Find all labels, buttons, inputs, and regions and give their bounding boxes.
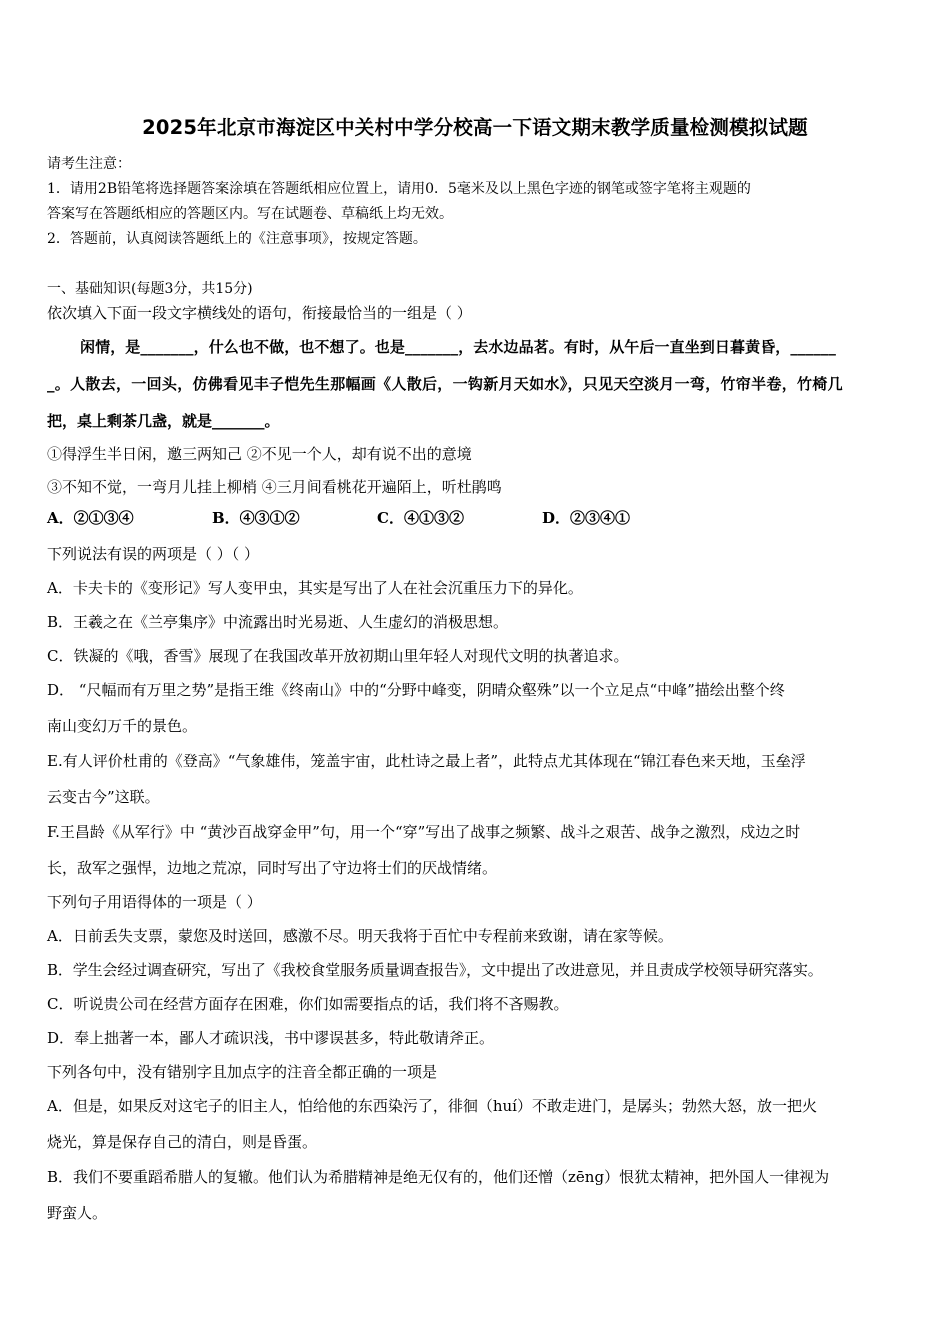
q2-option-e-line-2: 云变古今”这联。: [47, 788, 160, 806]
q1-passage-line-1: 闲情，是_______，什么也不做，也不想了。也是_______，去水边品茗。有时，从午后一直坐到日暮黄昏，______: [80, 338, 837, 356]
q4-option-a-line-1: A．但是，如果反对这宅子的旧主人，怕给他的东西染污了，徘徊（huí）不敢走进门，是孱头；勃然大怒，放一把火: [47, 1097, 817, 1115]
q2-option-c: C．铁凝的《哦，香雪》展现了在我国改革开放初期山里年轻人对现代文明的执著追求。: [47, 647, 629, 665]
q3-option-d: D．奉上拙著一本，鄙人才疏识浅，书中谬误甚多，特此敬请斧正。: [47, 1029, 495, 1047]
q2-stem: 下列说法有误的两项是（ ）（ ）: [47, 545, 260, 563]
notice-heading: 请考生注意：: [47, 156, 131, 172]
section-1-heading: 一、基础知识(每题3分，共15分): [47, 281, 253, 297]
q1-passage-line-2: _。人散去，一回头，仿佛看见丰子恺先生那幅画《人散后，一钩新月天如水》，只见天空淡月一弯，竹帘半卷，竹椅几: [47, 375, 843, 393]
exam-title: 2025年北京市海淀区中关村中学分校高一下语文期末教学质量检测模拟试题: [142, 116, 808, 139]
q3-option-b: B．学生会经过调查研究，写出了《我校食堂服务质量调查报告》，文中提出了改进意见，并且责成学校领导研究落实。: [47, 961, 823, 979]
q2-option-f-line-2: 长，敌军之强悍，边地之荒凉，同时写出了守边将士们的厌战情绪。: [47, 859, 498, 877]
q1-passage-line-3: 把，桌上剩茶几盏，就是_______。: [47, 412, 280, 430]
q3-option-a: A．日前丢失支票，蒙您及时送回，感激不尽。明天我将于百忙中专程前来致谢，请在家等候。: [47, 927, 673, 945]
q1-choices-line-1: ①得浮生半日闲，邀三两知己 ②不见一个人，却有说不出的意境: [47, 445, 472, 463]
q1-options: [47, 507, 907, 529]
notice-item-1-line-1: 1．请用2B铅笔将选择题答案涂填在答题纸相应位置上，请用0．5毫米及以上黑色字迹的钢笔或签字笔将主观题的: [47, 181, 751, 197]
q4-stem: 下列各句中，没有错别字且加点字的注音全都正确的一项是: [47, 1063, 438, 1081]
q1-stem: 依次填入下面一段文字横线处的语句，衔接最恰当的一组是（ ）: [47, 304, 472, 322]
q1-option-b: B．④③①②: [212, 509, 300, 527]
notice-item-2: 2．答题前，认真阅读答题纸上的《注意事项》，按规定答题。: [47, 231, 427, 247]
q1-option-d: D．②③④①: [542, 509, 631, 527]
notice-item-1-line-2: 答案写在答题纸相应的答题区内。写在试题卷、草稿纸上均无效。: [47, 206, 453, 222]
q4-option-a-line-2: 烧光，算是保存自己的清白，则是昏蛋。: [47, 1133, 318, 1151]
q1-option-a: A．②①③④: [47, 509, 134, 527]
q2-option-e-line-1: E.有人评价杜甫的《登高》“气象雄伟，笼盖宇宙，此杜诗之最上者”，此特点尤其体现在“锦江春色来天地，玉垒浮: [47, 752, 806, 770]
q4-option-b-line-2: 野蛮人。: [47, 1204, 108, 1222]
q2-option-a: A．卡夫卡的《变形记》写人变甲虫，其实是写出了人在社会沉重压力下的异化。: [47, 579, 583, 597]
q1-choices-line-2: ③不知不觉，一弯月儿挂上柳梢 ④三月间看桃花开遍陌上，听杜鹃鸣: [47, 478, 502, 496]
q2-option-b: B．王羲之在《兰亭集序》中流露出时光易逝、人生虚幻的消极思想。: [47, 613, 509, 631]
q2-option-d-line-2: 南山变幻万千的景色。: [47, 717, 198, 735]
q1-option-c: C．④①③②: [377, 509, 464, 527]
q3-stem: 下列句子用语得体的一项是（ ）: [47, 893, 262, 911]
q2-option-f-line-1: F.王昌龄《从军行》中 “黄沙百战穿金甲”句，用一个“穿”写出了战事之频繁、战斗之艰苦、战争之激烈，戍边之时: [47, 823, 801, 841]
q4-option-b-line-1: B．我们不要重蹈希腊人的复辙。他们认为希腊精神是绝无仅有的，他们还憎（zēng）恨犹太精神，把外国人一律视为: [47, 1168, 830, 1186]
q3-option-c: C．听说贵公司在经营方面存在困难，你们如需要指点的话，我们将不吝赐教。: [47, 995, 569, 1013]
q2-option-d-line-1: D． “尺幅而有万里之势”是指王维《终南山》中的“分野中峰变，阴晴众壑殊”以一个立足点“中峰”描绘出整个终: [47, 681, 785, 699]
